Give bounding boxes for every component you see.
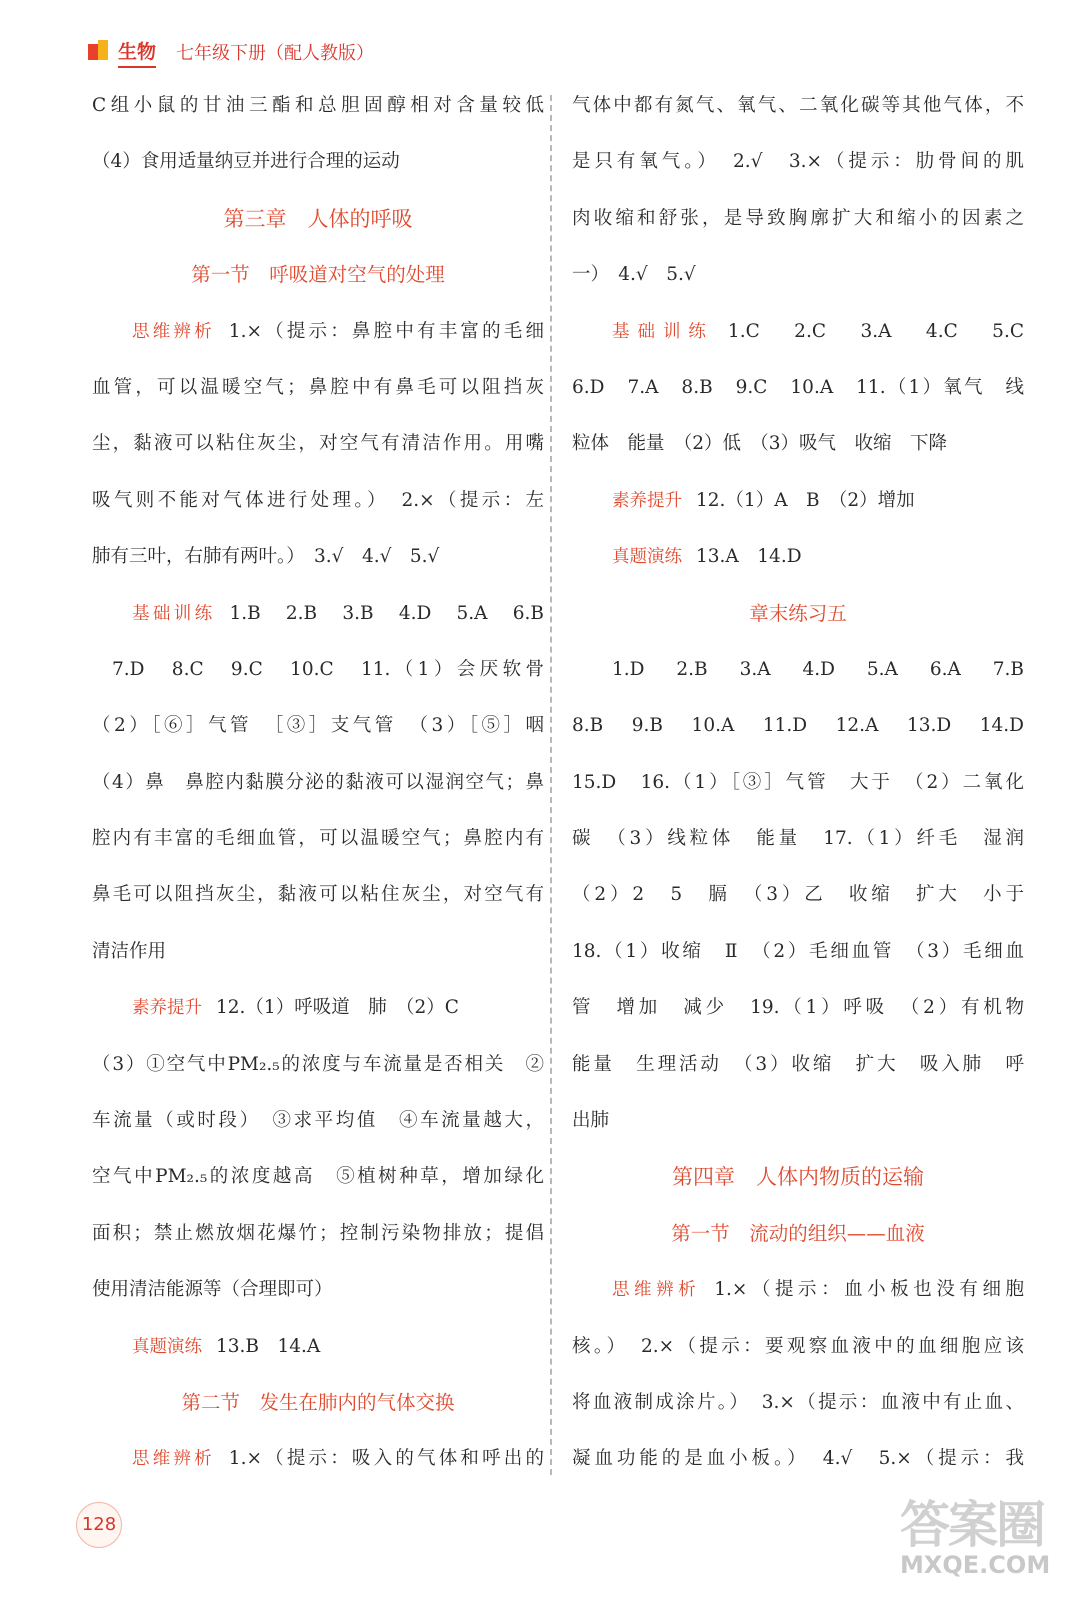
text-line: 空气中PM₂.₅的浓度越高 ⑤植树种草，增加绿化 — [92, 1166, 544, 1188]
text-line: 血管，可以温暖空气；鼻腔中有鼻毛可以阻挡灰 — [92, 376, 544, 398]
text-line — [92, 586, 544, 642]
text-line: 腔内有丰富的毛细血管，可以温暖空气；鼻腔内有 — [92, 828, 544, 850]
text-line: 肺有三叶，右肺有两叶。） 3.√ 4.√ 5.√ — [92, 546, 440, 568]
section-tag: 真题演练 — [612, 547, 682, 568]
answer-text: 1.×（提示：吸入的气体和呼出的 — [228, 1448, 544, 1470]
text-line: 管 增加 减少 19.（1）呼吸 （2）有机物 — [572, 997, 1024, 1019]
text-line: 1.D 2.B 3.A 4.D 5.A 6.A 7.B — [612, 658, 1024, 680]
answer-text: 13.B 14.A — [216, 1335, 321, 1357]
text-line — [572, 529, 1024, 585]
text-line — [92, 304, 544, 360]
section-tag: 素养提升 — [132, 998, 202, 1019]
text-line — [572, 304, 1024, 360]
section-tag: 素养提升 — [612, 490, 682, 511]
section-heading: 第二节 发生在肺内的气体交换 — [181, 1390, 455, 1414]
text-line: 将血液制成涂片。） 3.×（提示：血液中有止血、 — [572, 1391, 1024, 1413]
section-heading: 章末练习五 — [749, 601, 847, 625]
text-line: C组小鼠的甘油三酯和总胆固醇相对含量较低 — [92, 95, 544, 116]
answer-text: 1.C 2.C 3.A 4.C 5.C — [727, 320, 1024, 342]
text-line: 核。） 2.×（提示：要观察血液中的血细胞应该 — [572, 1335, 1024, 1357]
text-line: 能量 生理活动 （3）收缩 扩大 吸入肺 呼 — [572, 1053, 1024, 1075]
text-line: 吸气则不能对气体进行处理。） 2.×（提示：左 — [92, 489, 544, 511]
text-line: （4）食用适量纳豆并进行合理的运动 — [92, 151, 400, 173]
section-heading: 第一节 流动的组织——血液 — [671, 1221, 925, 1245]
subject-title: 生物 — [118, 37, 156, 68]
text-line — [92, 1431, 544, 1487]
text-line: 清洁作用 — [92, 940, 167, 962]
text-line — [92, 980, 544, 1036]
watermark-bottom: MXQE.COM — [900, 1551, 1051, 1579]
text-line: 气体中都有氮气、氧气、二氧化碳等其他气体，不 — [572, 95, 1024, 116]
page-header — [88, 32, 374, 72]
text-line: 车流量（或时段） ③求平均值 ④车流量越大， — [92, 1110, 544, 1132]
section-tag: 基础训练 — [132, 603, 216, 624]
book-title: 七年级下册（配人教版） — [176, 43, 375, 64]
text-line: 碳 （3）线粒体 能量 17.（1）纤毛 湿润 — [572, 828, 1024, 850]
text-line: 6.D 7.A 8.B 9.C 10.A 11.（1）氧气 线 — [572, 376, 1024, 398]
text-line: 鼻毛可以阻挡灰尘，黏液可以粘住灰尘，对空气有 — [92, 884, 544, 906]
section-tag: 思维辨析 — [132, 321, 215, 342]
chapter-heading: 第四章 人体内物质的运输 — [672, 1165, 924, 1190]
text-line: 7.D 8.C 9.C 10.C 11.（1）会厌软骨 — [112, 658, 544, 680]
text-line: 18.（1）收缩 Ⅱ （2）毛细血管 （3）毛细血 — [572, 940, 1024, 962]
text-line: 粒体 能量 （2）低 （3）吸气 收缩 下降 — [572, 433, 948, 455]
section-tag: 思维辨析 — [612, 1280, 701, 1301]
answer-text: 1.B 2.B 3.B 4.D 5.A 6.B — [229, 602, 544, 624]
text-line: 使用清洁能源等（合理即可） — [92, 1279, 333, 1301]
answer-text: 12.（1）A B （2）增加 — [696, 489, 915, 511]
text-line: 出肺 — [572, 1110, 610, 1132]
section-tag: 思维辨析 — [132, 1449, 215, 1470]
text-line: 是只有氧气。） 2.√ 3.×（提示：肋骨间的肌 — [572, 151, 1024, 173]
section-heading: 第一节 呼吸道对空气的处理 — [191, 263, 445, 287]
chapter-heading: 第三章 人体的呼吸 — [223, 206, 413, 231]
left-column — [92, 78, 544, 1488]
section-tag: 基础训练 — [612, 321, 714, 342]
section-tag: 真题演练 — [132, 1336, 202, 1357]
subject-logo-icon — [88, 40, 112, 64]
text-line — [92, 1319, 544, 1375]
text-line: 面积；禁止燃放烟花爆竹；控制污染物排放；提倡 — [92, 1222, 544, 1244]
watermark-logo — [900, 1485, 1070, 1595]
text-line: （3）①空气中PM₂.₅的浓度与车流量是否相关 ② — [92, 1053, 544, 1075]
text-line: （2）［⑥］气管 ［③］支气管 （3）［⑤］咽 — [92, 715, 544, 737]
text-line: （4）鼻 鼻腔内黏膜分泌的黏液可以湿润空气；鼻 — [92, 771, 544, 793]
page-number: 128 — [76, 1502, 122, 1548]
right-column — [572, 78, 1024, 1488]
text-line — [572, 473, 1024, 529]
text-line: （2）2 5 膈 （3）乙 收缩 扩大 小于 — [572, 884, 1024, 906]
text-line: 8.B 9.B 10.A 11.D 12.A 13.D 14.D — [572, 715, 1024, 737]
answer-text: 1.×（提示：鼻腔中有丰富的毛细 — [228, 320, 544, 342]
column-divider — [550, 95, 552, 1475]
watermark-top: 答案圈 — [900, 1496, 1044, 1554]
text-line: 肉收缩和舒张，是导致胸廓扩大和缩小的因素之 — [572, 207, 1024, 229]
answer-text: 1.×（提示：血小板也没有细胞 — [714, 1279, 1024, 1301]
text-line — [572, 1262, 1024, 1318]
text-line: 一） 4.√ 5.√ — [572, 264, 696, 286]
text-line: 15.D 16.（1）［③］气管 大于 （2）二氧化 — [572, 771, 1024, 793]
answer-text: 12.（1）呼吸道 肺 （2）C — [216, 997, 459, 1019]
answer-text: 13.A 14.D — [696, 546, 802, 568]
text-line: 尘，黏液可以粘住灰尘，对空气有清洁作用。用嘴 — [92, 433, 544, 455]
text-line: 凝血功能的是血小板。） 4.√ 5.×（提示：我 — [572, 1448, 1024, 1470]
